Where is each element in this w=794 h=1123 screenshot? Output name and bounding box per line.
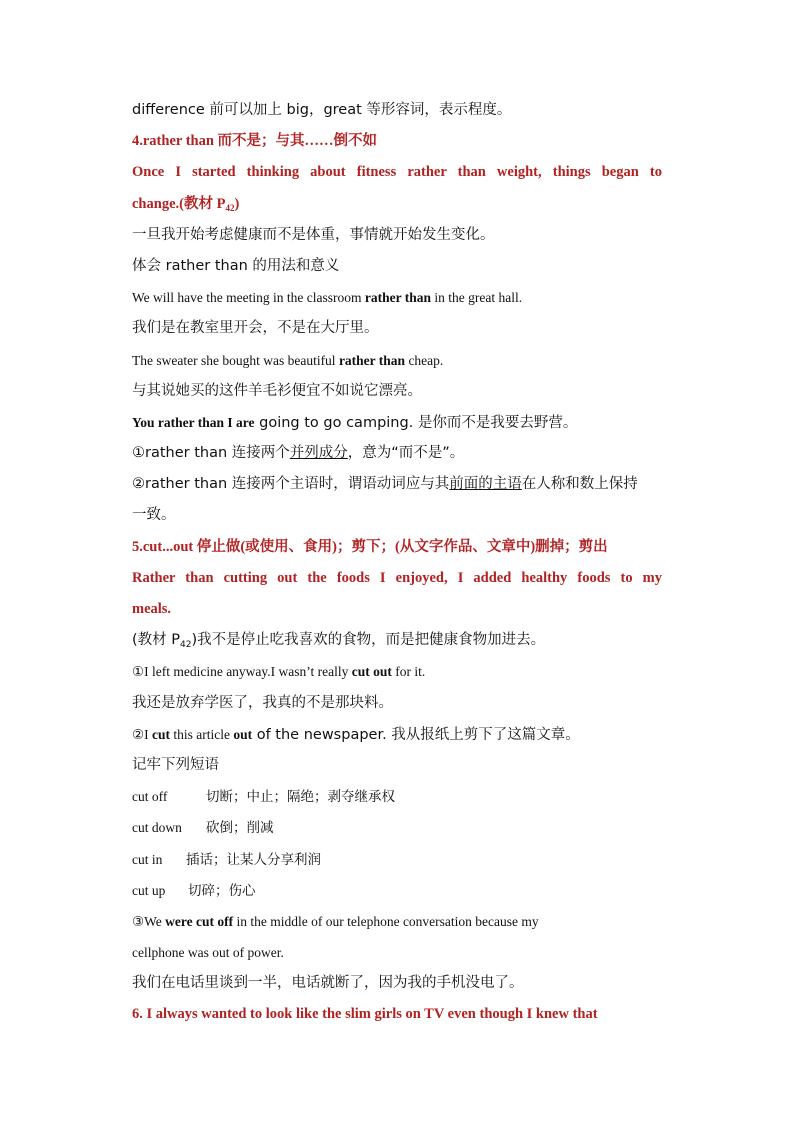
cut-example-1-bold: cut out xyxy=(351,664,392,680)
cut-example-3-text: ③We xyxy=(132,913,166,929)
example-1-bold: rather than xyxy=(364,290,431,306)
translation-5 xyxy=(132,625,662,656)
cut-example-3-end: in the middle of our telephone conversation because my xyxy=(233,913,539,929)
cut-example-1 xyxy=(132,656,662,687)
page-subscript: 42 xyxy=(180,640,192,651)
phrase-row xyxy=(132,875,662,906)
note-2-underline: 前面的主语 xyxy=(449,476,522,493)
example-3-text: going to go camping. 是你而不是我要去野营。 xyxy=(254,414,578,431)
phrase-en: cut up xyxy=(132,882,166,898)
heading-rather-than: 4.rather than 而不是；与其……倒不如 xyxy=(132,133,378,150)
text-line xyxy=(132,95,662,126)
note-2-end: 在人称和数上保持 xyxy=(521,476,638,493)
note-1-text: ①rather than 连接两个 xyxy=(132,445,290,462)
cut-example-1-end: for it. xyxy=(391,664,426,680)
cut-example-1-zh: 我还是放弃学医了，我真的不是那块料。 xyxy=(132,694,393,711)
instruction-text: 体会 rather than 的用法和意义 xyxy=(132,257,340,274)
note-2 xyxy=(132,469,662,500)
section-heading-5 xyxy=(132,532,662,563)
cut-example-3-bold: were cut off xyxy=(165,913,234,929)
phrase-row xyxy=(132,781,662,812)
cut-example-3-cont-text: cellphone was out of power. xyxy=(132,945,284,961)
example-sentence-5-cont xyxy=(132,594,662,625)
section-heading-6 xyxy=(132,999,662,1030)
example-text: change.(教材 P xyxy=(132,195,226,212)
note-difference: difference 前可以加上 big，great 等形容词，表示程度。 xyxy=(132,102,512,118)
example-2 xyxy=(132,345,662,376)
cut-example-2-bold-2: out xyxy=(233,726,253,742)
example-sentence-cont xyxy=(132,189,662,220)
phrase-zh: 砍倒；削减 xyxy=(206,820,274,837)
heading-cut-out: 5.cut...out 停止做(或使用、食用)；剪下；(从文字作品、文章中)删掉；剪出 xyxy=(132,538,608,555)
example-1 xyxy=(132,282,662,313)
example-3 xyxy=(132,407,662,438)
example-2-bold: rather than xyxy=(338,352,406,368)
example-1-end: in the great hall. xyxy=(430,290,523,306)
translation xyxy=(132,220,662,251)
note-2-cont-text: 一致。 xyxy=(132,507,176,524)
instruction xyxy=(132,251,662,282)
note-2-text: ②rather than 连接两个主语时，谓语动词应与其 xyxy=(132,476,450,493)
example-1-zh: 我们是在教室里开会，不是在大厅里。 xyxy=(132,320,379,337)
example-text-end: ) xyxy=(234,195,240,212)
phrase-en: cut in xyxy=(132,851,163,867)
example-1-translation xyxy=(132,313,662,344)
example-3-bold: You rather than I are xyxy=(132,414,255,430)
phrase-zh: 切碎；伤心 xyxy=(188,882,256,899)
translation-text: 一旦我开始考虑健康而不是体重，事情就开始发生变化。 xyxy=(132,226,495,243)
example-5-line-1: Rather than cutting out the foods I enjoyed, I added healthy foods to my xyxy=(132,569,662,586)
example-line-1: Once I started thinking about fitness rather than weight, things began to xyxy=(132,164,662,181)
note-1-end: ，意为“而不是”。 xyxy=(347,445,465,462)
cut-example-2-mid: this article xyxy=(169,726,234,742)
translation-5-pre: (教材 P xyxy=(132,632,181,649)
document-page xyxy=(132,95,662,1031)
section-heading-4 xyxy=(132,126,662,157)
cut-example-3-cont xyxy=(132,937,662,968)
example-sentence xyxy=(132,157,662,188)
memorize-heading xyxy=(132,750,662,781)
phrase-row xyxy=(132,812,662,843)
cut-example-2-end: of the newspaper. 我从报纸上剪下了这篇文章。 xyxy=(252,726,580,743)
note-2-cont xyxy=(132,500,662,531)
translation-5-text: )我不是停止吃我喜欢的食物，而是把健康食物加进去。 xyxy=(191,632,546,649)
cut-example-1-text: ①I left medicine anyway.I wasn’t really xyxy=(132,664,352,680)
cut-example-3 xyxy=(132,906,662,937)
phrase-en: cut off xyxy=(132,789,168,805)
phrase-row xyxy=(132,844,662,875)
cut-example-2 xyxy=(132,719,662,750)
memorize-text: 记牢下列短语 xyxy=(132,756,219,773)
phrase-zh: 切断；中止；隔绝；剥夺继承权 xyxy=(206,789,395,806)
example-2-end: cheap. xyxy=(405,352,444,368)
cut-example-3-translation xyxy=(132,968,662,999)
phrase-en: cut down xyxy=(132,820,182,836)
example-2-text: The sweater she bought was beautiful xyxy=(132,352,339,368)
page-subscript: 42 xyxy=(225,202,235,213)
example-2-translation xyxy=(132,376,662,407)
example-1-text: We will have the meeting in the classroom xyxy=(132,290,365,306)
heading-6: 6. I always wanted to look like the slim girls on TV even though I knew that xyxy=(132,1006,598,1023)
phrase-zh: 插话；让某人分享利润 xyxy=(186,851,321,868)
example-5-line-2: meals. xyxy=(132,601,172,617)
cut-example-2-text: ②I xyxy=(132,726,152,742)
example-2-zh: 与其说她买的这件羊毛衫便宜不如说它漂亮。 xyxy=(132,382,422,399)
note-1 xyxy=(132,438,662,469)
cut-example-3-zh: 我们在电话里谈到一半，电话就断了，因为我的手机没电了。 xyxy=(132,975,524,992)
note-1-underline: 并列成分 xyxy=(289,445,348,462)
example-sentence-5 xyxy=(132,563,662,594)
cut-example-2-bold-1: cut xyxy=(151,726,170,742)
cut-example-1-translation xyxy=(132,688,662,719)
